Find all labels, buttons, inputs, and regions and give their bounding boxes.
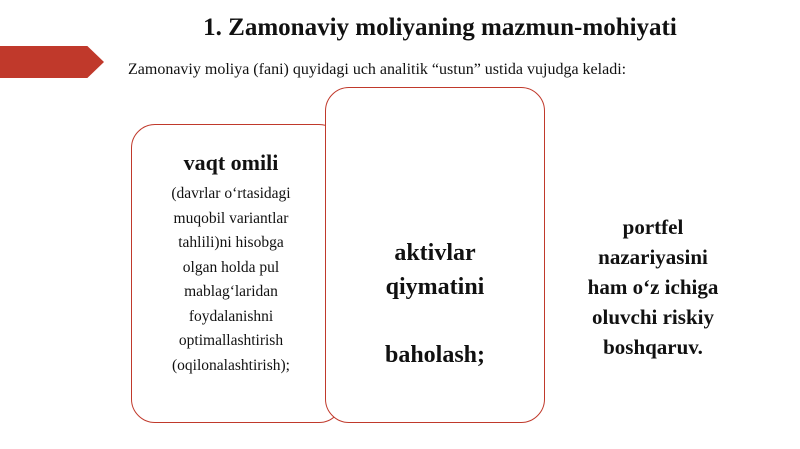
slide-subtitle: Zamonaviy moliya (fani) quyidagi uch analitik “ustun” ustida vujudga keladi: — [128, 61, 627, 78]
pillar-middle-text — [325, 236, 545, 372]
pillar-middle-line: aktivlar — [394, 240, 476, 266]
pillar-right-line: portfel — [622, 215, 684, 239]
accent-arrow-shape — [0, 46, 104, 78]
pillar-right-line: oluvchi riskiy — [592, 305, 714, 329]
pillar-left-line: olgan holda pul — [182, 258, 280, 276]
pillar-right-text — [558, 212, 748, 362]
pillar-right-line: ham o‘z ichiga — [587, 275, 719, 299]
pillar-left-line: muqobil variantlar — [173, 209, 289, 227]
pillar-left-line: tahlili)ni hisobga — [178, 234, 284, 251]
pillar-left-heading: vaqt omili — [183, 150, 279, 175]
pillar-middle-line: qiymatini — [385, 274, 485, 300]
pillar-left-line: mablag‘laridan — [184, 283, 278, 300]
pillar-left-text — [131, 182, 331, 378]
pillar-left-line: (oqilonalashtirish); — [172, 356, 290, 374]
pillar-right-line: boshqaruv. — [603, 335, 703, 359]
pillar-left-line: (davrlar o‘rtasidagi — [171, 185, 291, 202]
pillar-left-line: optimallashtirish — [178, 332, 284, 349]
slide-title: 1. Zamonaviy moliyaning mazmun-mohiyati — [203, 14, 677, 41]
pillar-left-line: foydalanishni — [188, 307, 274, 325]
pillar-right-line: nazariyasini — [598, 245, 708, 269]
pillar-middle-line: baholash; — [384, 342, 486, 368]
